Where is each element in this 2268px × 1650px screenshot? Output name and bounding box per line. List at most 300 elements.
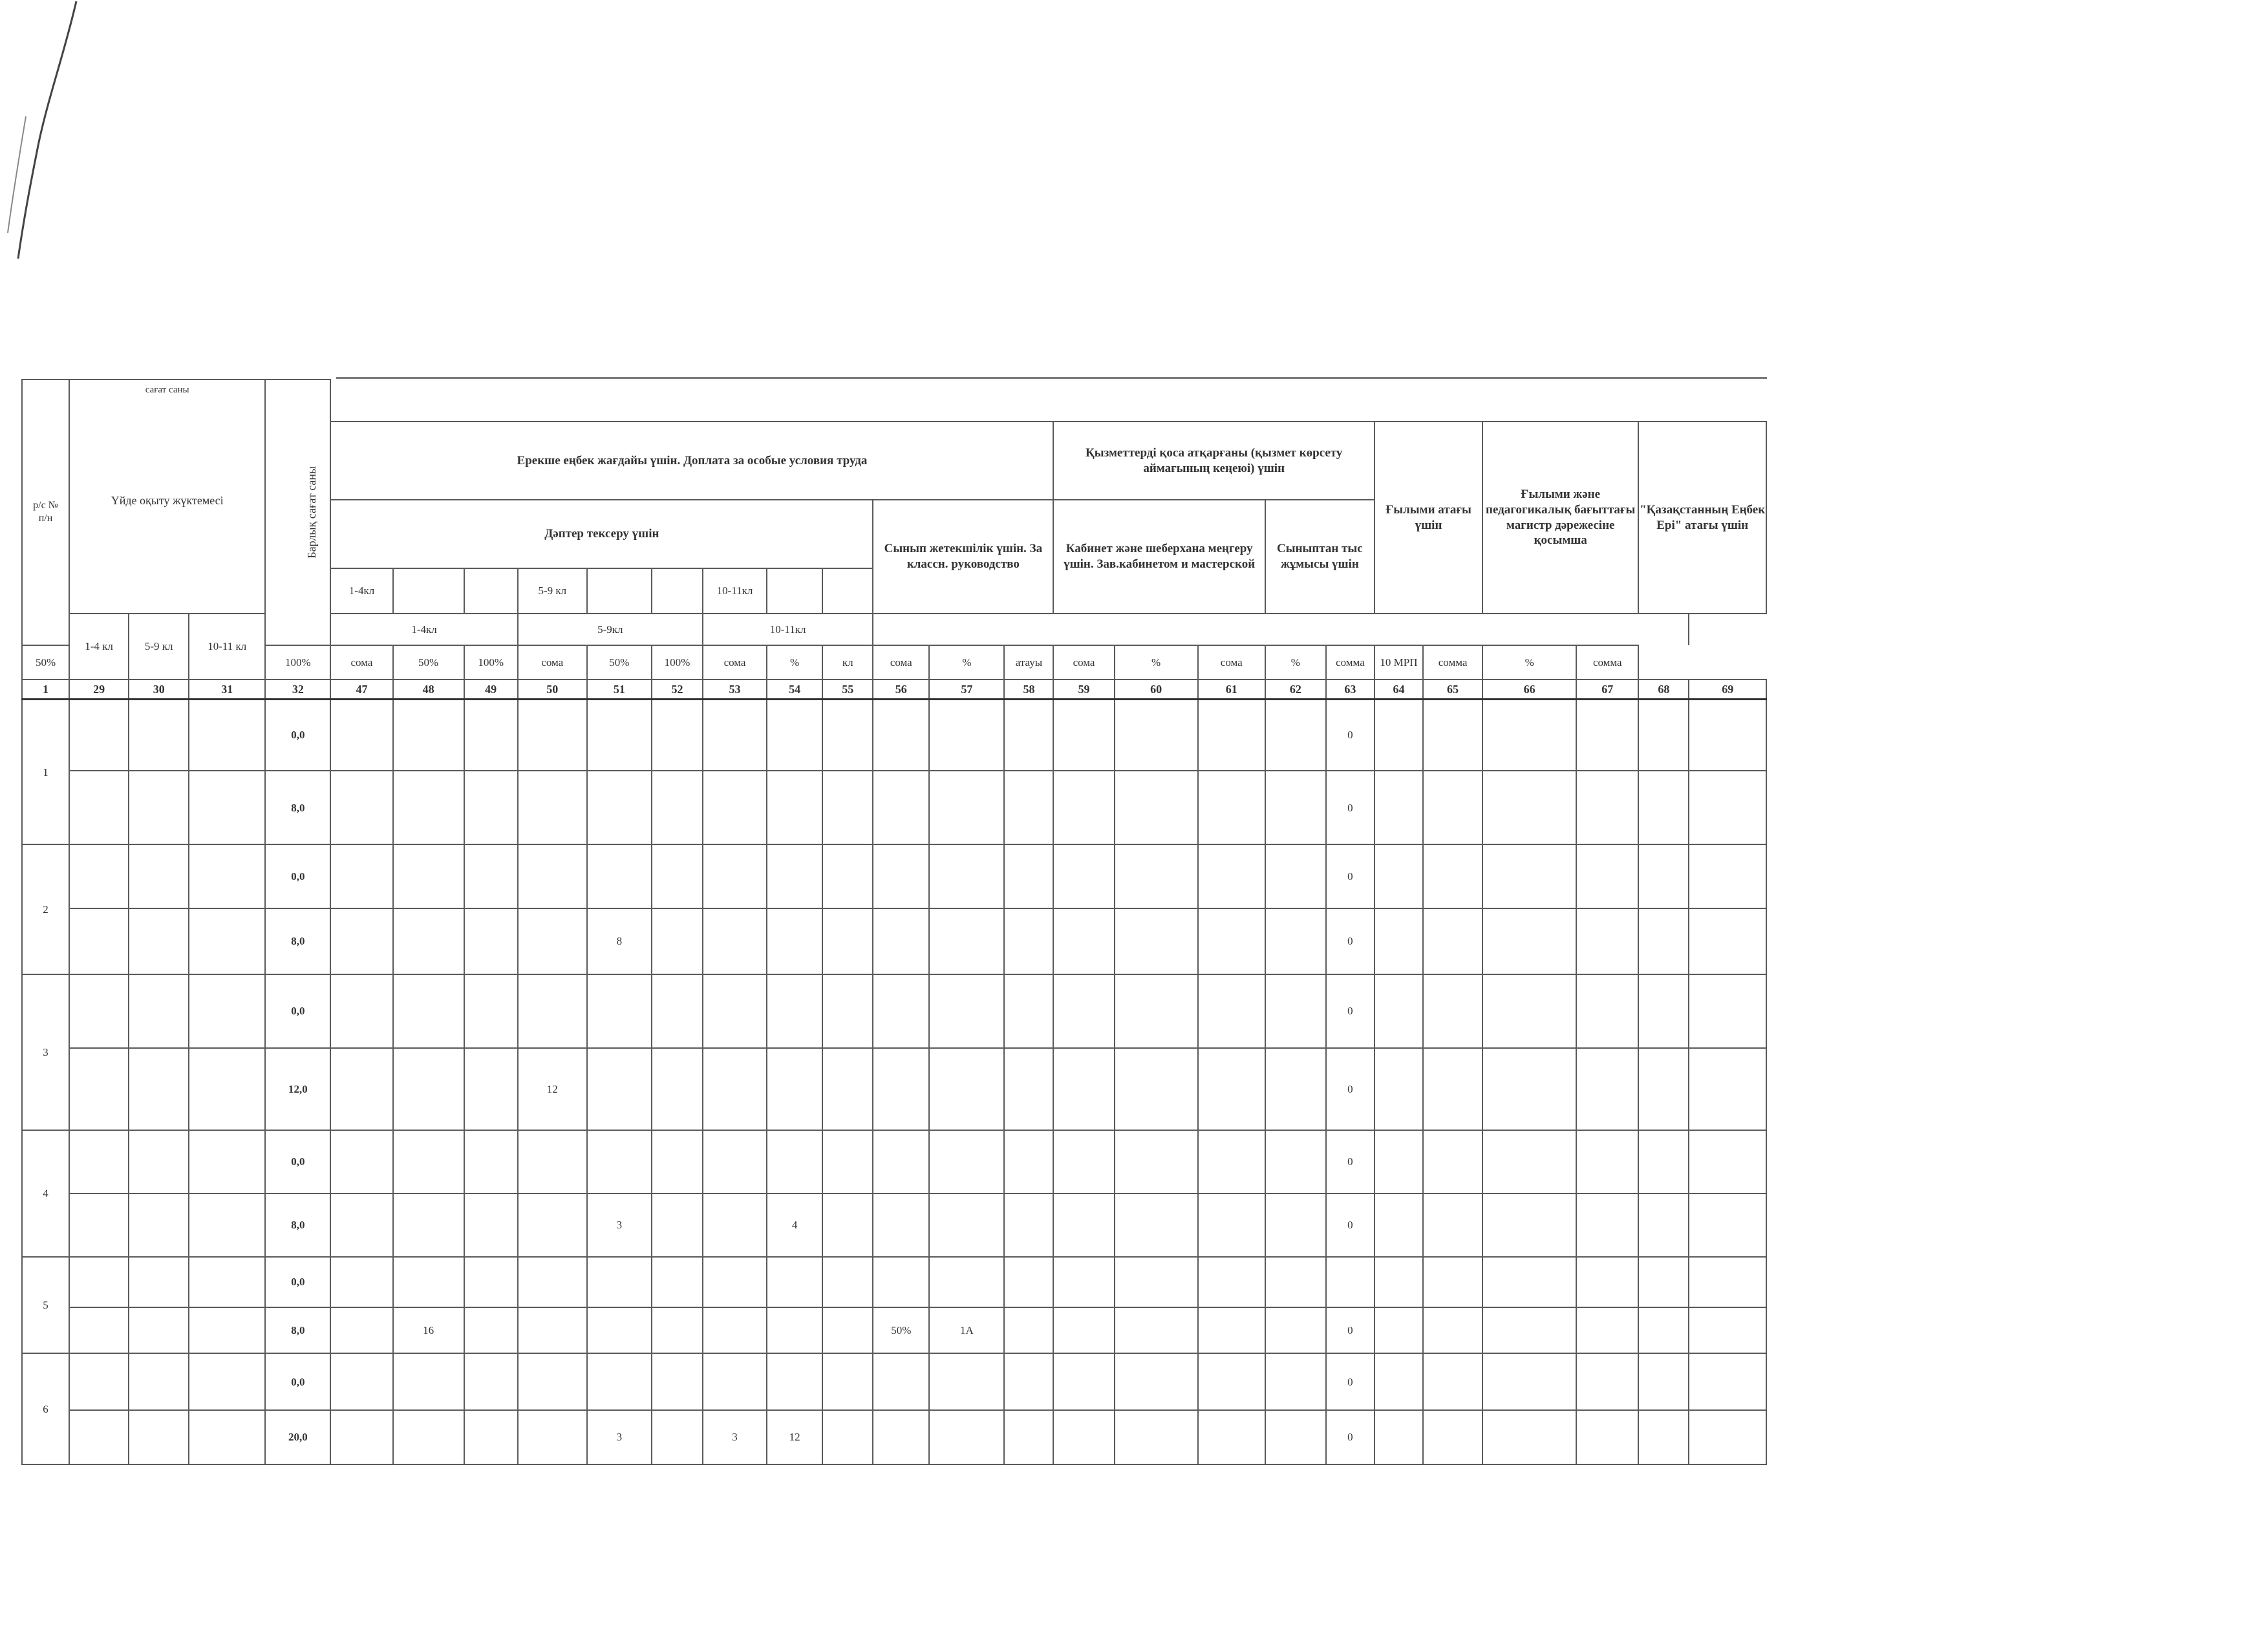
table-cell [330,1194,392,1257]
table-cell [1115,1410,1198,1464]
table-cell [929,1257,1004,1307]
table-cell [873,771,929,844]
table-cell [822,844,873,908]
table-cell [189,1048,265,1130]
table-cell [652,844,703,908]
table-cell [873,700,929,771]
grade-upper-blank [587,568,652,613]
table-cell: 16 [393,1307,464,1354]
table-cell [189,771,265,844]
table-cell [1423,1194,1482,1257]
table-cell [1576,1257,1638,1307]
table-cell [393,1410,464,1464]
total-hours-cell: 0,0 [265,700,330,771]
table-cell [129,1257,189,1307]
table-cell [703,908,767,974]
table-cell [1482,1307,1576,1354]
sub-label: % [929,645,1004,680]
table-cell [69,1130,129,1194]
table-cell [822,908,873,974]
table-cell [393,1048,464,1130]
header-top-band [330,380,1766,422]
table-cell [518,908,587,974]
table-cell [330,908,392,974]
table-cell [69,908,129,974]
table-cell [822,1194,873,1257]
table-cell [1482,908,1576,974]
table-cell [1198,700,1265,771]
table-cell [464,1048,518,1130]
table-cell [69,844,129,908]
table-cell [129,844,189,908]
row-number: 5 [22,1257,69,1353]
table-cell [1638,1048,1689,1130]
table-cell [1004,1130,1053,1194]
table-cell [1265,1353,1326,1410]
table-cell [464,771,518,844]
sub-label: сомма [1423,645,1482,680]
table-cell [330,1130,392,1194]
table-cell [1689,1194,1766,1257]
table-cell [330,974,392,1048]
table-cell [393,771,464,844]
table-cell [1423,1130,1482,1194]
rownum-header: р/с № п/н [22,380,69,645]
table-cell [1375,1410,1423,1464]
table-cell [69,974,129,1048]
table-cell [1265,1410,1326,1464]
table-cell [703,1130,767,1194]
table-cell [330,771,392,844]
column-number-row [22,680,1766,700]
table-row [22,1130,1766,1194]
table-cell [703,1048,767,1130]
table-cell [518,1130,587,1194]
table-cell [929,1130,1004,1194]
table-cell [1482,844,1576,908]
table-cell [1638,1194,1689,1257]
table-row [22,1410,1766,1464]
home-teaching-label: Үйде оқыту жүктемесі [111,493,224,507]
table-cell [1576,1048,1638,1130]
column-number: 51 [587,680,652,700]
table-cell [1375,844,1423,908]
table-cell: 0 [1326,1194,1375,1257]
table-cell [1115,1048,1198,1130]
table-cell [1689,974,1766,1048]
table-cell [652,771,703,844]
table-cell [1423,771,1482,844]
table-cell [1265,844,1326,908]
table-cell [1053,1130,1114,1194]
table-cell [393,1194,464,1257]
sub-label: 50% [587,645,652,680]
table-cell [1115,1194,1198,1257]
column-number: 67 [1576,680,1638,700]
column-number: 65 [1423,680,1482,700]
sub-label: 100% [652,645,703,680]
table-cell [1198,1353,1265,1410]
table-cell [703,974,767,1048]
table-cell [1689,700,1766,771]
row-number: 4 [22,1130,69,1257]
column-number: 1 [22,680,69,700]
column-number: 50 [518,680,587,700]
table-cell [1689,771,1766,844]
table-cell [1115,1130,1198,1194]
table-cell [330,700,392,771]
table-cell [767,1307,822,1354]
table-cell [1004,1048,1053,1130]
table-cell [1004,700,1053,771]
table-cell [1482,771,1576,844]
table-cell [1638,1353,1689,1410]
table-cell [873,1048,929,1130]
column-number: 49 [464,680,518,700]
table-cell [587,700,652,771]
table-row [22,1194,1766,1257]
column-number: 29 [69,680,129,700]
salary-table [21,379,1767,1465]
table-cell [129,1130,189,1194]
sub-label: % [1482,645,1576,680]
table-cell: 12 [767,1410,822,1464]
table-cell [1115,974,1198,1048]
table-cell [1198,1130,1265,1194]
grade-upper-10-11: 10-11кл [703,568,767,613]
grade-upper-blank [652,568,703,613]
table-cell [873,908,929,974]
table-cell: 0 [1326,1130,1375,1194]
cabinet-workshop-header: Кабинет және шеберхана меңгеру үшін. Зав.кабинетом и мастерской [1053,500,1265,614]
table-cell [1265,974,1326,1048]
table-cell [1482,1410,1576,1464]
table-cell [1053,1194,1114,1257]
table-cell [1004,1194,1053,1257]
table-cell [189,1307,265,1354]
table-cell [1004,1257,1053,1307]
table-cell [1198,771,1265,844]
column-number: 55 [822,680,873,700]
table-cell [587,1048,652,1130]
row-number: 1 [22,700,69,845]
grade-lower-5-9: 5-9кл [518,614,703,645]
table-cell [69,1353,129,1410]
table-cell [129,1410,189,1464]
table-cell [1689,1353,1766,1410]
table-cell [393,1257,464,1307]
table-cell [129,974,189,1048]
table-cell [1689,1130,1766,1194]
table-cell [1482,1130,1576,1194]
table-cell [464,1307,518,1354]
column-number: 58 [1004,680,1053,700]
table-cell [69,771,129,844]
column-number: 61 [1198,680,1265,700]
table-cell [464,1130,518,1194]
table-cell [1115,1307,1198,1354]
table-cell [822,1130,873,1194]
table-cell [822,1307,873,1354]
masters-degree-header: Ғылыми және педагогикалық бағыттағы магистр дәрежесіне қосымша [1482,422,1638,613]
table-row [22,1257,1766,1307]
column-number: 66 [1482,680,1576,700]
table-cell [1265,1130,1326,1194]
table-cell [518,1257,587,1307]
table-cell [703,844,767,908]
table-cell [1053,700,1114,771]
table-cell [129,1194,189,1257]
table-cell [873,1257,929,1307]
table-cell: 3 [587,1410,652,1464]
table-cell [822,700,873,771]
table-cell [518,771,587,844]
table-cell: 8 [587,908,652,974]
table-cell [393,974,464,1048]
table-cell [518,700,587,771]
sub-label: сома [1198,645,1265,680]
table-cell [767,1048,822,1130]
table-cell [189,974,265,1048]
table-cell [652,1410,703,1464]
table-cell [1482,1257,1576,1307]
table-cell [393,1353,464,1410]
table-cell: 0 [1326,908,1375,974]
table-cell [587,974,652,1048]
table-cell [1265,771,1326,844]
table-cell [1638,700,1689,771]
table-cell [1053,974,1114,1048]
table-cell [1115,1353,1198,1410]
table-cell [1482,974,1576,1048]
table-cell [518,1410,587,1464]
sub-label: сома [703,645,767,680]
table-cell [189,1257,265,1307]
table-cell [767,908,822,974]
column-number: 57 [929,680,1004,700]
total-hours-cell: 8,0 [265,771,330,844]
home-teaching-header [69,380,265,614]
table-cell [1423,844,1482,908]
table-cell [1053,1257,1114,1307]
table-cell [1198,1194,1265,1257]
table-cell [1004,908,1053,974]
sub-label: % [1115,645,1198,680]
table-cell [129,771,189,844]
table-cell [1115,908,1198,974]
table-cell [1689,908,1766,974]
table-cell [652,1307,703,1354]
table-cell [189,1194,265,1257]
table-cell [1004,974,1053,1048]
table-cell [873,1130,929,1194]
table-cell [587,844,652,908]
table-cell [587,771,652,844]
row-number: 2 [22,844,69,974]
column-number: 53 [703,680,767,700]
table-cell [929,844,1004,908]
column-number: 48 [393,680,464,700]
table-cell [873,974,929,1048]
table-cell [1638,844,1689,908]
table-cell [464,844,518,908]
table-cell [1689,1048,1766,1130]
table-cell [1423,1353,1482,1410]
table-cell [587,1257,652,1307]
hours-count-label: сағат саны [145,385,189,395]
table-row [22,700,1766,771]
table-cell [1482,700,1576,771]
table-cell [587,1130,652,1194]
table-cell [873,1410,929,1464]
table-cell: 1А [929,1307,1004,1354]
table-cell [1115,700,1198,771]
sub-label: 50% [393,645,464,680]
table-cell [1053,1410,1114,1464]
scan-edge-mark [0,0,91,272]
table-cell [393,700,464,771]
table-cell [587,1307,652,1354]
table-cell [652,1130,703,1194]
table-cell [189,844,265,908]
table-cell [1576,908,1638,974]
table-cell [1053,1353,1114,1410]
table-cell [767,974,822,1048]
table-cell [393,908,464,974]
salary-table-sheet [21,379,1767,1465]
table-cell [703,1194,767,1257]
table-cell [929,700,1004,771]
sub-label: кл [822,645,873,680]
table-cell [464,974,518,1048]
table-cell [1638,1307,1689,1354]
table-cell: 0 [1326,1307,1375,1354]
table-cell [1689,844,1766,908]
table-cell [1326,1257,1375,1307]
column-number: 47 [330,680,392,700]
total-hours-cell: 8,0 [265,1194,330,1257]
hero-of-labor-header: "Қазақстанның Еңбек Ері" атағы үшін [1638,422,1766,613]
sub-label: 50% [22,645,69,680]
table-cell [767,771,822,844]
table-cell [69,1194,129,1257]
column-number: 64 [1375,680,1423,700]
total-hours-label: Барлық сағат саны [305,466,319,559]
table-cell [1638,1410,1689,1464]
table-cell [652,908,703,974]
table-cell [464,1257,518,1307]
sub-header-spacer [873,614,1689,645]
table-cell [767,1257,822,1307]
table-cell [1375,1307,1423,1354]
table-cell [1004,1353,1053,1410]
table-cell [873,1194,929,1257]
total-hours-cell: 0,0 [265,844,330,908]
grade-lower-1-4: 1-4кл [330,614,517,645]
table-cell [1265,700,1326,771]
table-cell [1375,1353,1423,1410]
table-cell [129,1048,189,1130]
column-number: 31 [189,680,265,700]
table-cell: 3 [703,1410,767,1464]
table-cell [1053,908,1114,974]
table-cell [464,908,518,974]
table-cell [189,1130,265,1194]
class-leadership-header: Сынып жетекшілік үшін. За классн. руководство [873,500,1053,614]
table-cell [1053,1307,1114,1354]
table-cell [1198,1257,1265,1307]
notebook-check-header: Дәптер тексеру үшін [330,500,873,568]
table-cell: 12 [518,1048,587,1130]
row-number: 3 [22,974,69,1130]
table-cell: 0 [1326,974,1375,1048]
table-cell [189,1353,265,1410]
table-cell [464,1194,518,1257]
sub-label: 100% [265,645,330,680]
column-number: 63 [1326,680,1375,700]
table-cell [330,1048,392,1130]
table-cell [1265,1307,1326,1354]
grade-upper-blank [464,568,518,613]
total-hours-cell: 12,0 [265,1048,330,1130]
table-cell [393,1130,464,1194]
table-cell [822,1048,873,1130]
table-cell [129,908,189,974]
table-cell: 50% [873,1307,929,1354]
sub-label: 1-4 кл [69,614,129,680]
table-row [22,771,1766,844]
total-hours-cell: 8,0 [265,1307,330,1354]
table-cell [1198,1410,1265,1464]
table-cell [1198,1307,1265,1354]
table-cell [464,1410,518,1464]
table-cell [1689,1307,1766,1354]
table-cell [393,844,464,908]
extracurricular-header: Сыныптан тыс жұмысы үшін [1265,500,1375,614]
table-cell [652,1353,703,1410]
table-cell [1004,771,1053,844]
table-cell [587,1353,652,1410]
table-cell [1115,771,1198,844]
grade-upper-5-9: 5-9 кл [518,568,587,613]
table-cell [929,1048,1004,1130]
table-cell [1576,700,1638,771]
total-hours-cell: 0,0 [265,1353,330,1410]
sub-label: сома [330,645,392,680]
table-row [22,1048,1766,1130]
table-cell [767,844,822,908]
table-cell [929,1194,1004,1257]
table-cell [1638,1257,1689,1307]
table-cell [1576,844,1638,908]
table-cell: 3 [587,1194,652,1257]
table-cell: 0 [1326,700,1375,771]
table-cell [822,1353,873,1410]
total-hours-cell: 0,0 [265,974,330,1048]
table-cell [1053,771,1114,844]
table-cell [822,1257,873,1307]
table-cell [1576,974,1638,1048]
table-cell [703,1257,767,1307]
table-cell [652,974,703,1048]
table-cell [69,1257,129,1307]
table-cell [1265,908,1326,974]
table-cell [929,974,1004,1048]
grade-upper-blank [767,568,822,613]
grade-upper-1-4: 1-4кл [330,568,392,613]
table-cell [1198,974,1265,1048]
table-cell [69,1307,129,1354]
